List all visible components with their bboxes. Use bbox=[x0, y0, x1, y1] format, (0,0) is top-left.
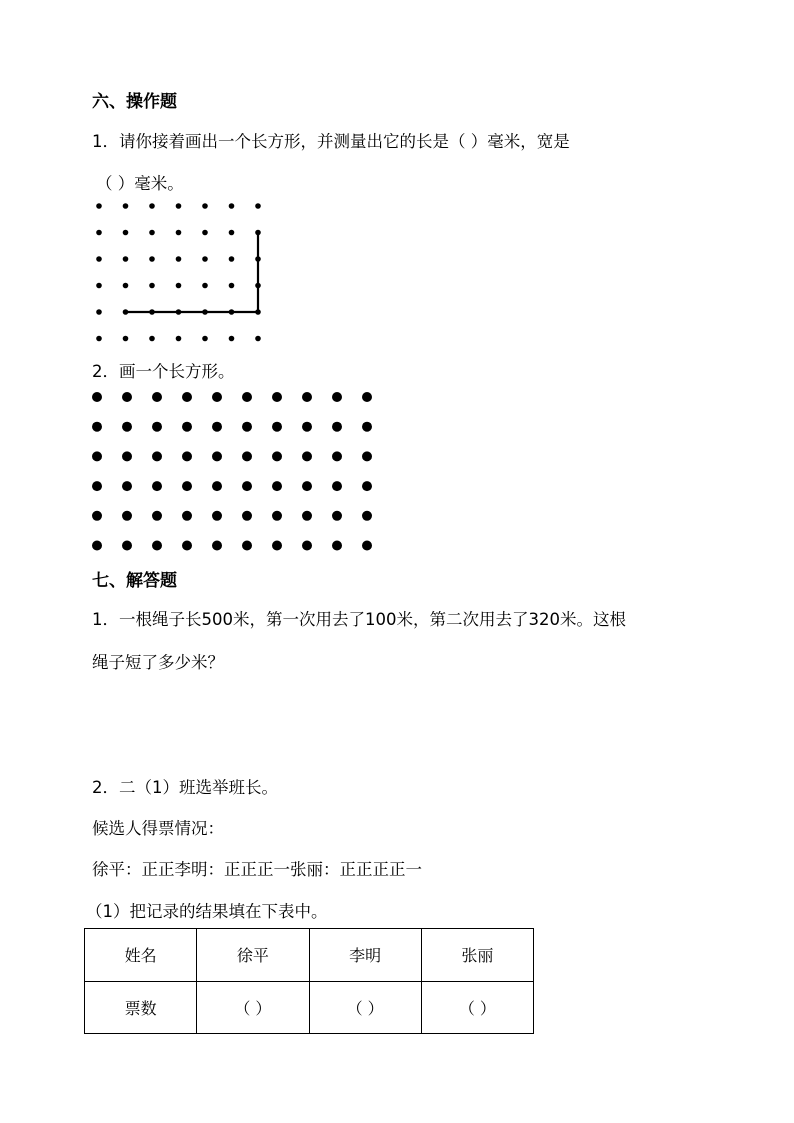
grid-dot bbox=[182, 511, 192, 521]
grid-dot bbox=[272, 392, 282, 402]
grid-dot bbox=[362, 511, 372, 521]
grid-dot bbox=[302, 422, 312, 432]
grid-dot bbox=[302, 481, 312, 491]
answer-blank[interactable]: （ ） bbox=[197, 981, 309, 1034]
table-header-cell: 姓名 bbox=[85, 929, 197, 982]
grid-dot bbox=[242, 422, 252, 432]
section-7-q2-line4: （1）把记录的结果填在下表中。 bbox=[86, 902, 328, 921]
section-6-q1-line1: 1．请你接着画出一个长方形，并测量出它的长是（ ）毫米，宽是 bbox=[92, 132, 570, 151]
grid-dot bbox=[122, 511, 132, 521]
grid-dot bbox=[152, 422, 162, 432]
grid-dot bbox=[302, 392, 312, 402]
grid-dot bbox=[122, 392, 132, 402]
grid-dot bbox=[332, 451, 342, 461]
section-7-title: 七、解答题 bbox=[92, 571, 177, 591]
table-cell: 票数 bbox=[85, 981, 197, 1034]
grid-dot bbox=[92, 392, 102, 402]
grid-dot bbox=[332, 511, 342, 521]
table-header-cell: 徐平 bbox=[197, 929, 309, 982]
grid-dot bbox=[212, 422, 222, 432]
table-row bbox=[85, 981, 534, 1034]
grid-dot bbox=[122, 481, 132, 491]
grid-dot bbox=[362, 541, 372, 551]
section-7-q2-line1: 2．二（1）班选举班长。 bbox=[92, 778, 278, 797]
grid-dot bbox=[212, 481, 222, 491]
grid-dot bbox=[152, 541, 162, 551]
table-row bbox=[85, 929, 534, 982]
grid-dot bbox=[242, 511, 252, 521]
grid-dot bbox=[362, 392, 372, 402]
grid-dot bbox=[332, 481, 342, 491]
grid-dot bbox=[182, 451, 192, 461]
grid-dot bbox=[272, 422, 282, 432]
grid-dot bbox=[362, 451, 372, 461]
grid-dot bbox=[212, 541, 222, 551]
grid-dot bbox=[362, 481, 372, 491]
grid-dot bbox=[302, 541, 312, 551]
grid-dot bbox=[92, 511, 102, 521]
grid-dot bbox=[92, 451, 102, 461]
grid-dot bbox=[212, 451, 222, 461]
grid-dot bbox=[212, 392, 222, 402]
dot-grid-2 bbox=[0, 0, 794, 560]
grid-dot bbox=[272, 481, 282, 491]
grid-dot bbox=[152, 451, 162, 461]
grid-dot bbox=[122, 541, 132, 551]
grid-dot bbox=[92, 422, 102, 432]
grid-dot bbox=[182, 422, 192, 432]
grid-dot bbox=[182, 541, 192, 551]
tally-record: 徐平：正正李明：正正正一张丽：正正正正一 bbox=[92, 860, 422, 879]
answer-blank[interactable]: （ ） bbox=[309, 981, 421, 1034]
section-7-q2-line2: 候选人得票情况： bbox=[92, 819, 224, 838]
grid-dot bbox=[242, 481, 252, 491]
grid-dot bbox=[332, 541, 342, 551]
grid-dot bbox=[302, 451, 312, 461]
answer-blank[interactable]: （ ） bbox=[421, 981, 533, 1034]
table-header-cell: 李明 bbox=[309, 929, 421, 982]
grid-dot bbox=[302, 511, 312, 521]
vote-table bbox=[84, 928, 534, 1034]
grid-dot bbox=[92, 541, 102, 551]
grid-dot bbox=[362, 422, 372, 432]
grid-dot bbox=[182, 392, 192, 402]
grid-dot bbox=[122, 451, 132, 461]
grid-dot bbox=[272, 511, 282, 521]
section-6-q2-text: 2．画一个长方形。 bbox=[92, 362, 235, 381]
grid-dot bbox=[152, 481, 162, 491]
grid-dot bbox=[242, 541, 252, 551]
grid-dot bbox=[242, 451, 252, 461]
grid-dot bbox=[152, 511, 162, 521]
grid-dot bbox=[332, 422, 342, 432]
section-7-q1-line2: 绳子短了多少米？ bbox=[92, 653, 224, 672]
section-7-q1-line1: 1．一根绳子长500米，第一次用去了100米，第二次用去了320米。这根 bbox=[92, 610, 626, 629]
grid-dot bbox=[272, 541, 282, 551]
grid-dot bbox=[242, 392, 252, 402]
grid-dot bbox=[122, 422, 132, 432]
grid-dot bbox=[332, 392, 342, 402]
grid-dot bbox=[182, 481, 192, 491]
section-6-q1-line2: （ ）毫米。 bbox=[96, 174, 184, 193]
grid-dot bbox=[92, 481, 102, 491]
grid-dot bbox=[152, 392, 162, 402]
grid-dot bbox=[212, 511, 222, 521]
grid-dot bbox=[272, 451, 282, 461]
table-header-cell: 张丽 bbox=[421, 929, 533, 982]
section-6-title: 六、操作题 bbox=[92, 92, 177, 112]
